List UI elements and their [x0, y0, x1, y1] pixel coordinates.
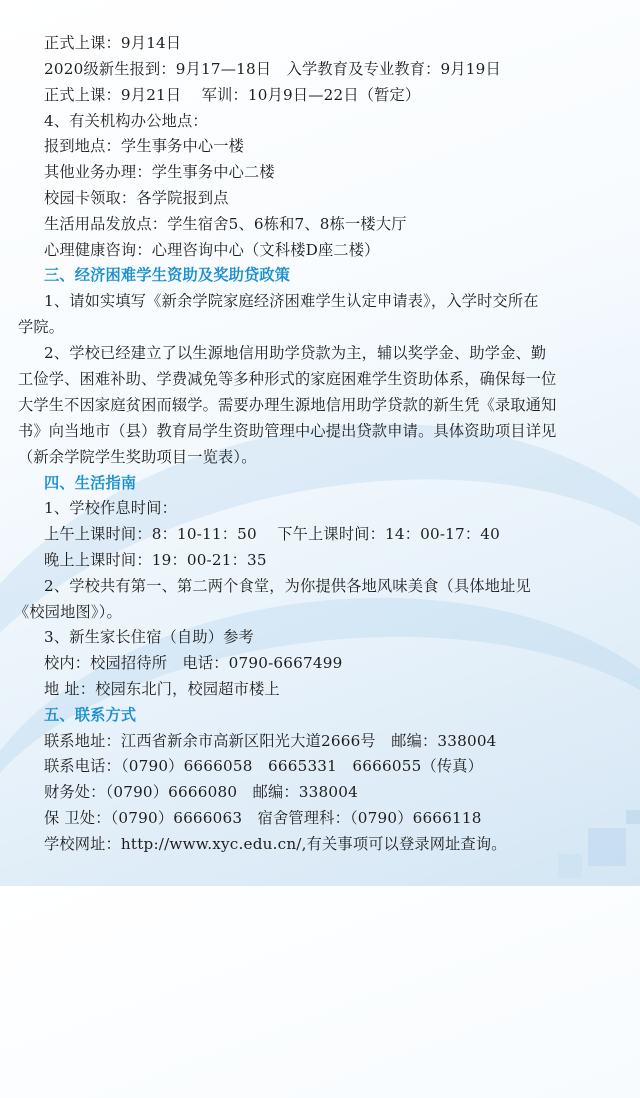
section-heading-life-guide: 四、生活指南 — [44, 474, 137, 492]
section-heading-contact: 五、联系方式 — [44, 706, 137, 724]
evening-class-times: 晚上上课时间：19：00-21：35 — [44, 551, 267, 569]
counseling-location: 心理健康咨询：心理咨询中心（文科楼D座二楼） — [44, 241, 380, 259]
financial-aid-paragraph-1: 1、请如实填写《新余学院家庭经济困难学生认定申请表》，入学时交所在 — [44, 292, 539, 310]
decorative-square-small — [558, 854, 582, 878]
other-business-location: 其他业务办理：学生事务中心二楼 — [44, 163, 275, 181]
morning-afternoon-class-times: 上午上课时间：8：10-11：50 下午上课时间：14：00-17：40 — [44, 525, 500, 543]
registration-schedule: 2020级新生报到：9月17—18日 入学教育及专业教育：9月19日 — [44, 60, 501, 78]
contact-address: 联系地址：江西省新余市高新区阳光大道2666号 邮编：338004 — [44, 732, 497, 750]
financial-aid-paragraph-2-cont: 工俭学、困难补助、学费减免等多种形式的家庭困难学生资助体系，确保每一位 — [18, 370, 557, 388]
school-website: 学校网址：http://www.xyc.edu.cn/,有关事项可以登录网址查询。 — [44, 835, 507, 853]
canteen-info-cont: 《校园地图》）。 — [14, 603, 122, 621]
contact-phone: 联系电话：（0790）6666058 6665331 6666055（传真） — [44, 757, 484, 775]
financial-aid-paragraph-2-cont: 大学生不因家庭贫困而辍学。需要办理生源地信用助学贷款的新生凭《录取通知 — [18, 396, 557, 414]
schedule-heading: 1、学校作息时间： — [44, 499, 177, 517]
parent-lodging-heading: 3、新生家长住宿（自助）参考 — [44, 628, 254, 646]
decorative-square — [588, 828, 626, 866]
security-dorm-contact: 保 卫处：（0790）6666063 宿舍管理科：（0790）6666118 — [44, 809, 482, 827]
office-locations-heading: 4、有关机构办公地点： — [44, 112, 208, 130]
class-start-date: 正式上课：9月14日 — [44, 34, 182, 52]
registration-location: 报到地点：学生事务中心一楼 — [44, 137, 245, 155]
financial-aid-paragraph-2-cont: （新余学院学生奖助项目一览表）。 — [18, 448, 257, 466]
campus-card-location: 校园卡领取：各学院报到点 — [44, 189, 229, 207]
finance-office-contact: 财务处：（0790）6666080 邮编：338004 — [44, 783, 358, 801]
campus-guesthouse-phone: 校内：校园招待所 电话：0790-6667499 — [44, 654, 343, 672]
financial-aid-paragraph-2: 2、学校已经建立了以生源地信用助学贷款为主，辅以奖学金、助学金、勤 — [44, 344, 547, 362]
guesthouse-address: 地 址：校园东北门，校园超市楼上 — [44, 680, 280, 698]
canteen-info: 2、学校共有第一、第二两个食堂，为你提供各地风味美食（具体地址见 — [44, 577, 531, 595]
section-heading-financial-aid: 三、经济困难学生资助及奖助贷政策 — [44, 266, 291, 284]
financial-aid-paragraph-1-cont: 学院。 — [18, 318, 65, 336]
decorative-square-tiny — [626, 810, 640, 824]
class-and-military-training-dates: 正式上课：9月21日 军训：10月9日—22日（暂定） — [44, 86, 421, 104]
supplies-distribution-location: 生活用品发放点：学生宿舍5、6栋和7、8栋一楼大厅 — [44, 215, 407, 233]
financial-aid-paragraph-2-cont: 书》向当地市（县）教育局学生资助管理中心提出贷款申请。具体资助项目详见 — [18, 422, 557, 440]
